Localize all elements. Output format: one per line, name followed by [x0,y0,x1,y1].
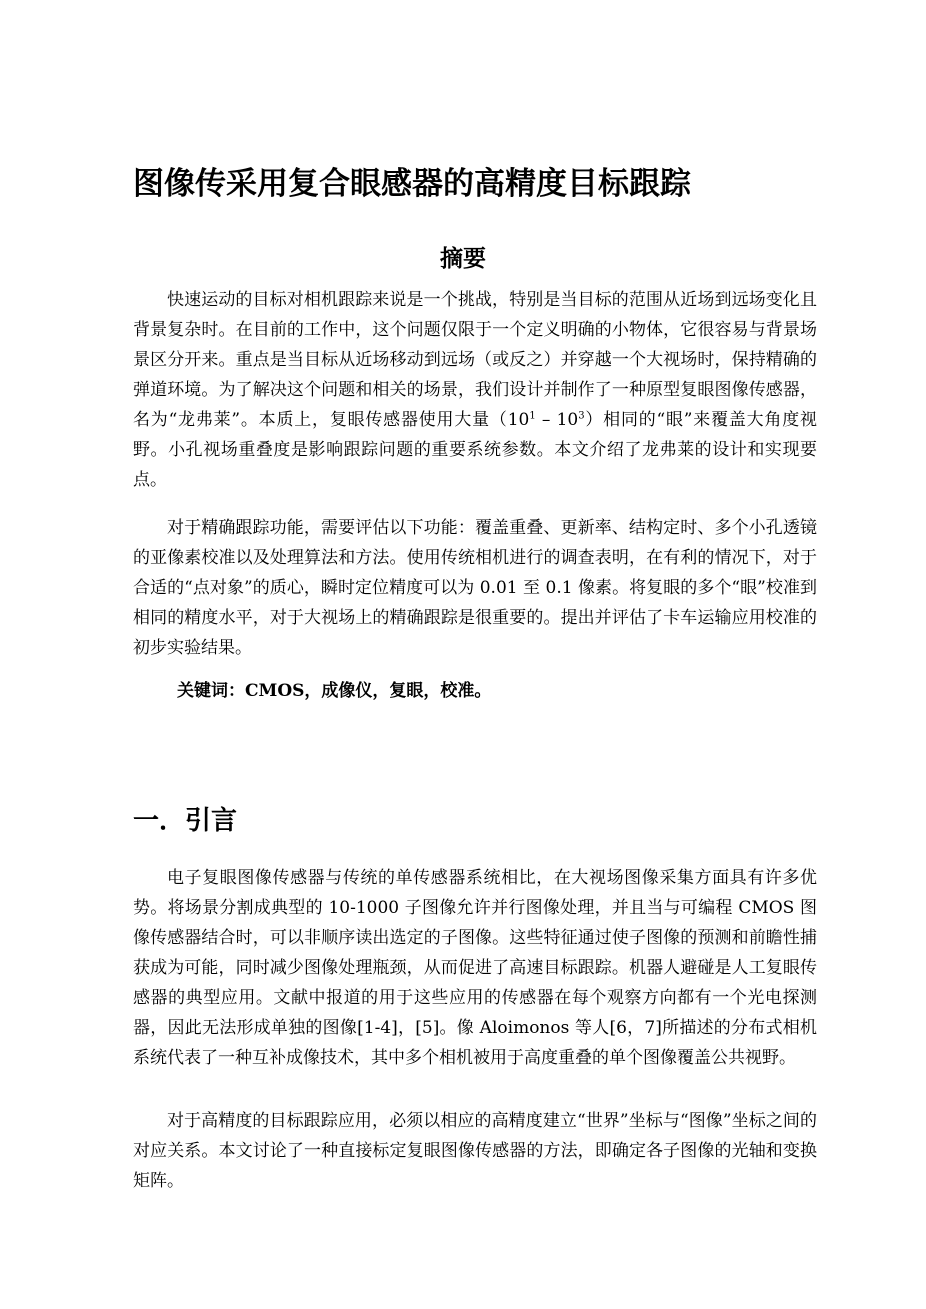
keywords: 关键词：CMOS，成像仪，复眼，校准。 [177,681,492,701]
range-expression: $10^1 - 10^3$ [507,410,585,430]
intro-paragraph-1: 电子复眼图像传感器与传统的单传感器系统相比，在大视场图像采集方面具有许多优势。将场景分割成典型的 10-1000 子图像允许并行图像处理，并且当与可编程 CMOS 图像传感器结合时，可以非顺序读出选定的子图像。这些特征通过使子图像的预测和前瞻性捕获成为可能，同时减少图像处理瓶颈，从而促进了高速目标跟踪。机器人避碰是人工复眼传感器的典型应用。文献中报道的用于这些应用的传感器在每个观察方向都有一个光电探测器，因此无法形成单独的图像[1-4]，[5]。像 Aloimonos 等人[6，7]所描述的分布式相机系统代表了一种互补成像技术，其中多个相机被用于高度重叠的单个图像覆盖公共视野。 [133,868,817,1068]
abstract-heading: 摘要 [440,246,486,272]
paper-title: 图像传采用复合眼感器的高精度目标跟踪 [133,166,691,202]
abstract-p1-text-b: ）相同的“眼”来覆盖大角度视野。小孔视场重叠度是影响跟踪问题的重要系统参数。本文介绍了龙弗莱的设计和实现要点。 [133,410,817,490]
section-heading-introduction: 一．引言 [133,806,238,836]
abstract-p1-text-a: 快速运动的目标对相机跟踪来说是一个挑战，特别是当目标的范围从近场到远场变化且背景复杂时。在目前的工作中，这个问题仅限于一个定义明确的小物体，它很容易与背景场景区分开来。重点是当目标从近场移动到远场（或反之）并穿越一个大视场时，保持精确的弹道环境。为了解决这个问题和相关的场景，我们设计并制作了一种原型复眼图像传感器，名为“龙弗莱”。本质上，复眼传感器使用大量（ [133,290,817,430]
abstract-paragraph-2: 对于精确跟踪功能，需要评估以下功能：覆盖重叠、更新率、结构定时、多个小孔透镜的亚像素校准以及处理算法和方法。使用传统相机进行的调查表明，在有利的情况下，对于合适的“点对象”的质心，瞬时定位精度可以为 0.01 至 0.1 像素。将复眼的多个“眼”校准到相同的精度水平，对于大视场上的精确跟踪是很重要的。提出并评估了卡车运输应用校准的初步实验结果。 [133,518,817,658]
intro-paragraph-2: 对于高精度的目标跟踪应用，必须以相应的高精度建立“世界”坐标与“图像”坐标之间的对应关系。本文讨论了一种直接标定复眼图像传感器的方法，即确定各子图像的光轴和变换矩阵。 [133,1111,817,1191]
abstract-paragraph-1 [133,285,817,495]
